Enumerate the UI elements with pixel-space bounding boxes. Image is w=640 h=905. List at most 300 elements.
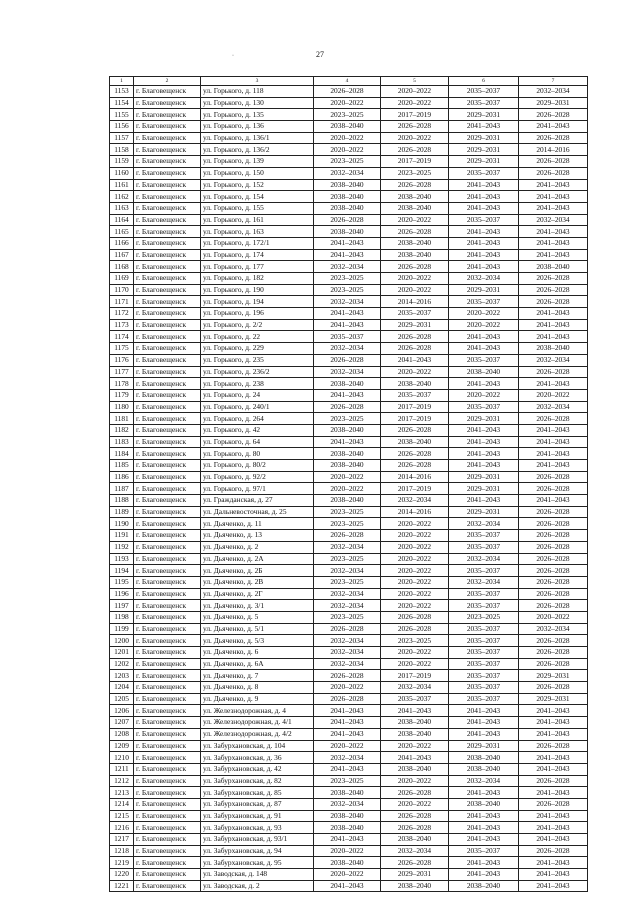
table-row [110, 775, 588, 787]
period-cell-6: 2035–2037 [449, 845, 519, 857]
period-cell-5: 2041–2043 [381, 752, 449, 764]
address-cell: ул. Дьяченко, д. 6 [201, 647, 314, 659]
address-cell: ул. Горького, д. 136 [201, 121, 314, 133]
period-cell-7: 2026–2028 [519, 565, 588, 577]
row-number: 1156 [110, 121, 134, 133]
address-cell: ул. Дьяченко, д. 2В [201, 576, 314, 588]
period-cell-6: 2041–2043 [449, 226, 519, 238]
period-cell-6: 2032–2034 [449, 775, 519, 787]
address-cell: ул. Забурхановская, д. 42 [201, 763, 314, 775]
period-cell-4: 2032–2034 [314, 167, 381, 179]
city-cell: г. Благовещенск [134, 670, 201, 682]
row-number: 1193 [110, 553, 134, 565]
table-row [110, 670, 588, 682]
row-number: 1190 [110, 518, 134, 530]
address-cell: ул. Дальневосточная, д. 25 [201, 506, 314, 518]
period-cell-4: 2023–2025 [314, 553, 381, 565]
period-cell-5: 2023–2025 [381, 167, 449, 179]
period-cell-6: 2041–2043 [449, 787, 519, 799]
period-cell-5: 2017–2019 [381, 413, 449, 425]
period-cell-6: 2020–2022 [449, 389, 519, 401]
row-number: 1165 [110, 226, 134, 238]
table-row [110, 705, 588, 717]
address-cell: ул. Дьяченко, д. 3/1 [201, 600, 314, 612]
address-cell: ул. Горького, д. 2/2 [201, 319, 314, 331]
period-cell-5: 2017–2019 [381, 401, 449, 413]
period-cell-6: 2035–2037 [449, 97, 519, 109]
period-cell-5: 2038–2040 [381, 880, 449, 892]
period-cell-4: 2020–2022 [314, 845, 381, 857]
table-row [110, 588, 588, 600]
period-cell-7: 2041–2043 [519, 717, 588, 729]
address-cell: ул. Заводская, д. 2 [201, 880, 314, 892]
city-cell: г. Благовещенск [134, 541, 201, 553]
table-row [110, 834, 588, 846]
table-row [110, 202, 588, 214]
row-number: 1213 [110, 787, 134, 799]
period-cell-6: 2041–2043 [449, 436, 519, 448]
table-row [110, 460, 588, 472]
period-cell-4: 2041–2043 [314, 880, 381, 892]
period-cell-4: 2041–2043 [314, 249, 381, 261]
address-cell: ул. Забурхановская, д. 91 [201, 810, 314, 822]
address-cell: ул. Дьяченко, д. 2Б [201, 565, 314, 577]
period-cell-7: 2041–2043 [519, 834, 588, 846]
table-row [110, 635, 588, 647]
period-cell-7: 2032–2034 [519, 86, 588, 98]
period-cell-6: 2041–2043 [449, 810, 519, 822]
city-cell: г. Благовещенск [134, 763, 201, 775]
table-row [110, 343, 588, 355]
period-cell-5: 2020–2022 [381, 541, 449, 553]
table-body [110, 86, 588, 892]
period-cell-5: 2017–2019 [381, 156, 449, 168]
period-cell-5: 2026–2028 [381, 822, 449, 834]
period-cell-7: 2041–2043 [519, 460, 588, 472]
period-cell-7: 2026–2028 [519, 284, 588, 296]
period-cell-6: 2029–2031 [449, 740, 519, 752]
period-cell-7: 2026–2028 [519, 109, 588, 121]
table-row [110, 541, 588, 553]
period-cell-4: 2038–2040 [314, 857, 381, 869]
row-number: 1195 [110, 576, 134, 588]
city-cell: г. Благовещенск [134, 331, 201, 343]
city-cell: г. Благовещенск [134, 144, 201, 156]
address-cell: ул. Заводская, д. 148 [201, 869, 314, 881]
period-cell-7: 2041–2043 [519, 810, 588, 822]
period-cell-7: 2041–2043 [519, 249, 588, 261]
row-number: 1215 [110, 810, 134, 822]
city-cell: г. Благовещенск [134, 647, 201, 659]
row-number: 1201 [110, 647, 134, 659]
period-cell-6: 2041–2043 [449, 331, 519, 343]
table-row [110, 354, 588, 366]
row-number: 1159 [110, 156, 134, 168]
table-row [110, 308, 588, 320]
row-number: 1219 [110, 857, 134, 869]
address-cell: ул. Горького, д. 238 [201, 378, 314, 390]
period-cell-4: 2041–2043 [314, 237, 381, 249]
row-number: 1169 [110, 273, 134, 285]
period-cell-5: 2020–2022 [381, 284, 449, 296]
period-cell-4: 2032–2034 [314, 658, 381, 670]
period-cell-7: 2041–2043 [519, 191, 588, 203]
table-row [110, 273, 588, 285]
table-row [110, 845, 588, 857]
row-number: 1155 [110, 109, 134, 121]
period-cell-6: 2038–2040 [449, 366, 519, 378]
period-cell-5: 2023–2025 [381, 635, 449, 647]
period-cell-5: 2032–2034 [381, 682, 449, 694]
row-number: 1176 [110, 354, 134, 366]
row-number: 1182 [110, 424, 134, 436]
period-cell-7: 2041–2043 [519, 319, 588, 331]
period-cell-6: 2029–2031 [449, 506, 519, 518]
row-number: 1170 [110, 284, 134, 296]
period-cell-7: 2041–2043 [519, 308, 588, 320]
table-row [110, 389, 588, 401]
period-cell-4: 2026–2028 [314, 86, 381, 98]
period-cell-5: 2017–2019 [381, 109, 449, 121]
period-cell-6: 2038–2040 [449, 798, 519, 810]
row-number: 1218 [110, 845, 134, 857]
table-row [110, 857, 588, 869]
period-cell-5: 2029–2031 [381, 869, 449, 881]
city-cell: г. Благовещенск [134, 553, 201, 565]
row-number: 1221 [110, 880, 134, 892]
address-cell: ул. Дьяченко, д. 5 [201, 611, 314, 623]
row-number: 1199 [110, 623, 134, 635]
table-row [110, 319, 588, 331]
period-cell-5: 2026–2028 [381, 121, 449, 133]
city-cell: г. Благовещенск [134, 787, 201, 799]
period-cell-6: 2041–2043 [449, 191, 519, 203]
period-cell-6: 2029–2031 [449, 109, 519, 121]
period-cell-6: 2035–2037 [449, 565, 519, 577]
column-header: 3 [201, 77, 314, 86]
period-cell-6: 2038–2040 [449, 763, 519, 775]
period-cell-6: 2029–2031 [449, 483, 519, 495]
period-cell-5: 2020–2022 [381, 565, 449, 577]
period-cell-4: 2041–2043 [314, 834, 381, 846]
city-cell: г. Благовещенск [134, 682, 201, 694]
period-cell-4: 2038–2040 [314, 121, 381, 133]
table-row [110, 132, 588, 144]
city-cell: г. Благовещенск [134, 191, 201, 203]
row-number: 1171 [110, 296, 134, 308]
table-row [110, 506, 588, 518]
address-cell: ул. Дьяченко, д. 6А [201, 658, 314, 670]
address-cell: ул. Горького, д. 42 [201, 424, 314, 436]
city-cell: г. Благовещенск [134, 179, 201, 191]
period-cell-5: 2026–2028 [381, 623, 449, 635]
address-cell: ул. Горького, д. 177 [201, 261, 314, 273]
period-cell-5: 2038–2040 [381, 249, 449, 261]
period-cell-4: 2041–2043 [314, 728, 381, 740]
period-cell-7: 2041–2043 [519, 448, 588, 460]
period-cell-5: 2026–2028 [381, 611, 449, 623]
period-cell-7: 2041–2043 [519, 424, 588, 436]
column-header: 1 [110, 77, 134, 86]
period-cell-7: 2026–2028 [519, 553, 588, 565]
period-cell-6: 2041–2043 [449, 495, 519, 507]
address-cell: ул. Горького, д. 130 [201, 97, 314, 109]
table-row [110, 495, 588, 507]
period-cell-6: 2041–2043 [449, 705, 519, 717]
period-cell-5: 2020–2022 [381, 775, 449, 787]
period-cell-7: 2026–2028 [519, 775, 588, 787]
address-cell: ул. Горького, д. 155 [201, 202, 314, 214]
period-cell-5: 2026–2028 [381, 179, 449, 191]
address-cell: ул. Горького, д. 92/2 [201, 471, 314, 483]
city-cell: г. Благовещенск [134, 448, 201, 460]
period-cell-4: 2041–2043 [314, 717, 381, 729]
row-number: 1203 [110, 670, 134, 682]
address-cell: ул. Дьяченко, д. 2А [201, 553, 314, 565]
period-cell-4: 2026–2028 [314, 530, 381, 542]
address-cell: ул. Гражданская, д. 27 [201, 495, 314, 507]
period-cell-4: 2026–2028 [314, 693, 381, 705]
table-row [110, 880, 588, 892]
row-number: 1153 [110, 86, 134, 98]
table-row [110, 471, 588, 483]
city-cell: г. Благовещенск [134, 273, 201, 285]
period-cell-4: 2026–2028 [314, 214, 381, 226]
period-cell-5: 2038–2040 [381, 728, 449, 740]
table-row [110, 448, 588, 460]
city-cell: г. Благовещенск [134, 530, 201, 542]
period-cell-4: 2023–2025 [314, 273, 381, 285]
address-cell: ул. Горького, д. 240/1 [201, 401, 314, 413]
period-cell-4: 2032–2034 [314, 600, 381, 612]
address-cell: ул. Горького, д. 135 [201, 109, 314, 121]
table-header-row [110, 77, 588, 86]
period-cell-4: 2032–2034 [314, 565, 381, 577]
period-cell-5: 2035–2037 [381, 308, 449, 320]
table-row [110, 214, 588, 226]
row-number: 1187 [110, 483, 134, 495]
period-cell-6: 2035–2037 [449, 296, 519, 308]
period-cell-5: 2041–2043 [381, 705, 449, 717]
period-cell-4: 2032–2034 [314, 541, 381, 553]
period-cell-6: 2029–2031 [449, 284, 519, 296]
address-cell: ул. Забурхановская, д. 94 [201, 845, 314, 857]
city-cell: г. Благовещенск [134, 109, 201, 121]
row-number: 1192 [110, 541, 134, 553]
period-cell-6: 2032–2034 [449, 273, 519, 285]
period-cell-7: 2026–2028 [519, 541, 588, 553]
row-number: 1174 [110, 331, 134, 343]
period-cell-5: 2020–2022 [381, 518, 449, 530]
period-cell-6: 2035–2037 [449, 541, 519, 553]
period-cell-5: 2032–2034 [381, 845, 449, 857]
period-cell-4: 2020–2022 [314, 682, 381, 694]
period-cell-5: 2020–2022 [381, 214, 449, 226]
city-cell: г. Благовещенск [134, 86, 201, 98]
period-cell-6: 2041–2043 [449, 857, 519, 869]
table-row [110, 436, 588, 448]
table-row [110, 518, 588, 530]
period-cell-5: 2038–2040 [381, 834, 449, 846]
row-number: 1188 [110, 495, 134, 507]
period-cell-4: 2038–2040 [314, 226, 381, 238]
period-cell-4: 2023–2025 [314, 109, 381, 121]
city-cell: г. Благовещенск [134, 378, 201, 390]
period-cell-5: 2020–2022 [381, 553, 449, 565]
city-cell: г. Благовещенск [134, 869, 201, 881]
row-number: 1210 [110, 752, 134, 764]
period-cell-6: 2020–2022 [449, 308, 519, 320]
row-number: 1162 [110, 191, 134, 203]
period-cell-4: 2023–2025 [314, 284, 381, 296]
table-row [110, 237, 588, 249]
period-cell-7: 2041–2043 [519, 880, 588, 892]
period-cell-6: 2032–2034 [449, 576, 519, 588]
row-number: 1202 [110, 658, 134, 670]
period-cell-7: 2038–2040 [519, 343, 588, 355]
city-cell: г. Благовещенск [134, 775, 201, 787]
city-cell: г. Благовещенск [134, 424, 201, 436]
city-cell: г. Благовещенск [134, 588, 201, 600]
address-cell: ул. Дьяченко, д. 2 [201, 541, 314, 553]
period-cell-7: 2032–2034 [519, 623, 588, 635]
period-cell-6: 2029–2031 [449, 471, 519, 483]
city-cell: г. Благовещенск [134, 284, 201, 296]
period-cell-6: 2035–2037 [449, 635, 519, 647]
row-number: 1161 [110, 179, 134, 191]
table-row [110, 156, 588, 168]
table-row [110, 565, 588, 577]
table-row [110, 693, 588, 705]
period-cell-5: 2014–2016 [381, 471, 449, 483]
column-header: 7 [519, 77, 588, 86]
period-cell-5: 2032–2034 [381, 495, 449, 507]
address-cell: ул. Горького, д. 24 [201, 389, 314, 401]
table-row [110, 576, 588, 588]
period-cell-6: 2035–2037 [449, 354, 519, 366]
city-cell: г. Благовещенск [134, 436, 201, 448]
row-number: 1160 [110, 167, 134, 179]
row-number: 1208 [110, 728, 134, 740]
table-row [110, 424, 588, 436]
city-cell: г. Благовещенск [134, 343, 201, 355]
address-cell: ул. Дьяченко, д. 5/3 [201, 635, 314, 647]
period-cell-5: 2026–2028 [381, 144, 449, 156]
row-number: 1214 [110, 798, 134, 810]
city-cell: г. Благовещенск [134, 518, 201, 530]
address-cell: ул. Горького, д. 97/1 [201, 483, 314, 495]
city-cell: г. Благовещенск [134, 483, 201, 495]
period-cell-5: 2038–2040 [381, 763, 449, 775]
address-cell: ул. Горького, д. 182 [201, 273, 314, 285]
period-cell-5: 2035–2037 [381, 693, 449, 705]
period-cell-5: 2026–2028 [381, 787, 449, 799]
table-row [110, 553, 588, 565]
row-number: 1164 [110, 214, 134, 226]
period-cell-4: 2020–2022 [314, 471, 381, 483]
row-number: 1168 [110, 261, 134, 273]
period-cell-4: 2020–2022 [314, 97, 381, 109]
period-cell-5: 2026–2028 [381, 226, 449, 238]
period-cell-4: 2038–2040 [314, 448, 381, 460]
address-cell: ул. Забурхановская, д. 95 [201, 857, 314, 869]
row-number: 1200 [110, 635, 134, 647]
period-cell-4: 2041–2043 [314, 389, 381, 401]
row-number: 1166 [110, 237, 134, 249]
row-number: 1184 [110, 448, 134, 460]
period-cell-7: 2026–2028 [519, 506, 588, 518]
city-cell: г. Благовещенск [134, 506, 201, 518]
period-cell-7: 2041–2043 [519, 857, 588, 869]
period-cell-4: 2032–2034 [314, 752, 381, 764]
table-row [110, 752, 588, 764]
city-cell: г. Благовещенск [134, 460, 201, 472]
row-number: 1207 [110, 717, 134, 729]
row-number: 1179 [110, 389, 134, 401]
city-cell: г. Благовещенск [134, 249, 201, 261]
period-cell-4: 2032–2034 [314, 647, 381, 659]
address-cell: ул. Горького, д. 190 [201, 284, 314, 296]
city-cell: г. Благовещенск [134, 798, 201, 810]
city-cell: г. Благовещенск [134, 658, 201, 670]
table-row [110, 530, 588, 542]
row-number: 1185 [110, 460, 134, 472]
city-cell: г. Благовещенск [134, 740, 201, 752]
period-cell-7: 2041–2043 [519, 436, 588, 448]
city-cell: г. Благовещенск [134, 132, 201, 144]
address-cell: ул. Забурхановская, д. 93/1 [201, 834, 314, 846]
address-cell: ул. Забурхановская, д. 36 [201, 752, 314, 764]
period-cell-7: 2026–2028 [519, 296, 588, 308]
period-cell-7: 2026–2028 [519, 682, 588, 694]
period-cell-7: 2026–2028 [519, 156, 588, 168]
period-cell-7: 2026–2028 [519, 366, 588, 378]
period-cell-7: 2041–2043 [519, 822, 588, 834]
city-cell: г. Благовещенск [134, 389, 201, 401]
period-cell-6: 2041–2043 [449, 822, 519, 834]
address-cell: ул. Горького, д. 172/1 [201, 237, 314, 249]
period-cell-4: 2038–2040 [314, 822, 381, 834]
period-cell-5: 2014–2016 [381, 506, 449, 518]
period-cell-6: 2041–2043 [449, 869, 519, 881]
period-cell-6: 2035–2037 [449, 693, 519, 705]
column-header: 2 [134, 77, 201, 86]
address-cell: ул. Горького, д. 64 [201, 436, 314, 448]
period-cell-7: 2041–2043 [519, 787, 588, 799]
row-number: 1181 [110, 413, 134, 425]
address-cell: ул. Горького, д. 229 [201, 343, 314, 355]
city-cell: г. Благовещенск [134, 308, 201, 320]
table-row [110, 483, 588, 495]
period-cell-7: 2029–2031 [519, 97, 588, 109]
address-cell: ул. Горького, д. 174 [201, 249, 314, 261]
city-cell: г. Благовещенск [134, 611, 201, 623]
period-cell-7: 2038–2040 [519, 261, 588, 273]
period-cell-5: 2026–2028 [381, 343, 449, 355]
period-cell-5: 2020–2022 [381, 576, 449, 588]
period-cell-7: 2026–2028 [519, 132, 588, 144]
address-cell: ул. Горького, д. 235 [201, 354, 314, 366]
period-cell-6: 2041–2043 [449, 424, 519, 436]
city-cell: г. Благовещенск [134, 752, 201, 764]
period-cell-6: 2041–2043 [449, 343, 519, 355]
period-cell-5: 2020–2022 [381, 366, 449, 378]
address-cell: ул. Горького, д. 154 [201, 191, 314, 203]
period-cell-7: 2041–2043 [519, 331, 588, 343]
period-cell-5: 2026–2028 [381, 424, 449, 436]
city-cell: г. Благовещенск [134, 717, 201, 729]
address-cell: ул. Горького, д. 139 [201, 156, 314, 168]
